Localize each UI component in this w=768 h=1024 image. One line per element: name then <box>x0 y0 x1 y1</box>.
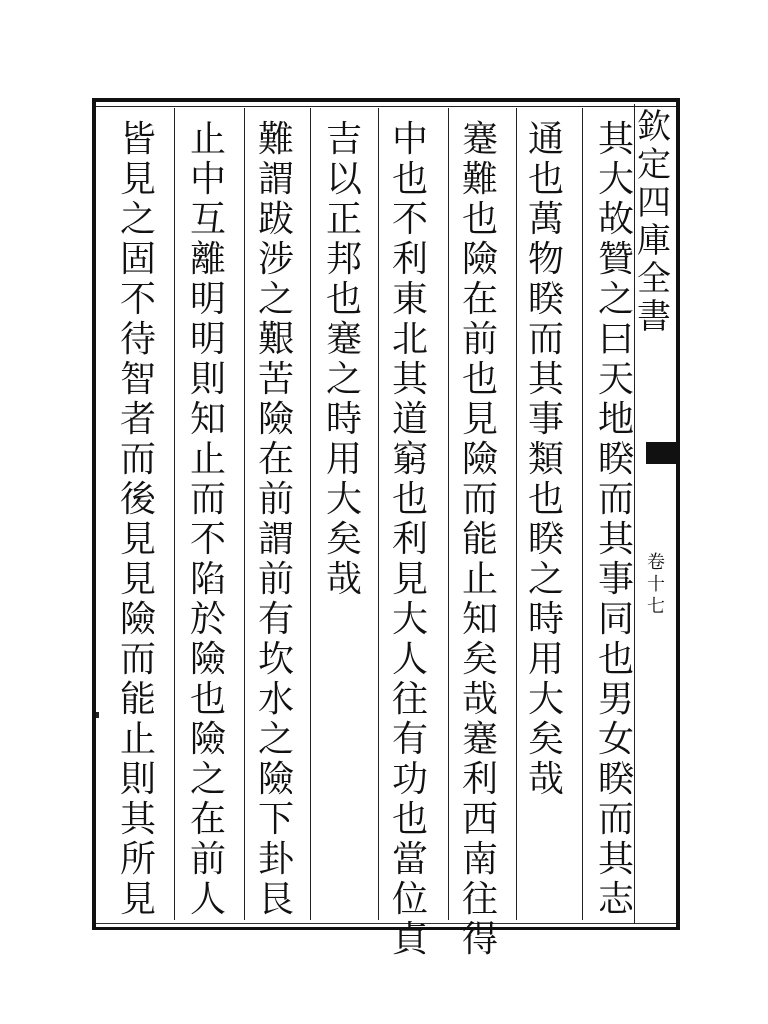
text-char: 當 <box>391 839 428 880</box>
column-divider <box>448 108 449 920</box>
text-char: 涉 <box>257 239 294 280</box>
text-char: 也 <box>391 479 428 520</box>
text-char: 以 <box>325 159 362 200</box>
text-char: 前 <box>257 479 294 520</box>
text-char: 止 <box>119 719 156 760</box>
text-char: 者 <box>119 399 156 440</box>
text-char: 艱 <box>257 319 294 360</box>
text-char: 智 <box>119 359 156 400</box>
text-char: 蹇 <box>461 719 498 760</box>
frame-right-rule <box>676 98 680 930</box>
text-char: 也 <box>461 359 498 400</box>
text-char: 險 <box>461 439 498 480</box>
text-char: 見 <box>119 519 156 560</box>
text-char: 蹇 <box>325 319 362 360</box>
column-divider <box>516 108 517 920</box>
text-char: 哉 <box>461 679 498 720</box>
text-column <box>592 120 640 920</box>
text-char: 險 <box>257 759 294 800</box>
frame-left-rule <box>92 98 96 930</box>
text-char: 曰 <box>597 319 634 360</box>
text-char: 同 <box>597 599 634 640</box>
text-char: 水 <box>257 679 294 720</box>
text-char: 之 <box>257 279 294 320</box>
text-char: 則 <box>189 359 226 400</box>
text-char: 止 <box>189 119 226 160</box>
text-column <box>184 120 232 920</box>
juan-char: 七 <box>647 596 665 617</box>
text-char: 大 <box>527 679 564 720</box>
text-char: 故 <box>597 199 634 240</box>
column-divider <box>378 108 379 920</box>
text-char: 事 <box>527 399 564 440</box>
text-char: 謂 <box>257 159 294 200</box>
text-char: 而 <box>597 479 634 520</box>
text-char: 在 <box>257 439 294 480</box>
text-char: 也 <box>461 199 498 240</box>
text-char: 見 <box>119 559 156 600</box>
column-divider <box>582 108 583 920</box>
text-char: 其 <box>527 359 564 400</box>
text-char: 而 <box>119 439 156 480</box>
text-char: 謂 <box>257 519 294 560</box>
text-char: 道 <box>391 399 428 440</box>
text-char: 睽 <box>527 279 564 320</box>
text-char: 其 <box>119 799 156 840</box>
text-char: 止 <box>461 559 498 600</box>
text-char: 贊 <box>597 239 634 280</box>
text-char: 知 <box>189 399 226 440</box>
text-char: 女 <box>597 719 634 760</box>
juan-char: 十 <box>647 574 665 595</box>
text-char: 之 <box>325 359 362 400</box>
text-char: 人 <box>189 879 226 920</box>
text-char: 其 <box>597 119 634 160</box>
margin-title-char: 庫 <box>637 221 671 261</box>
text-char: 睽 <box>597 759 634 800</box>
text-char: 艮 <box>257 879 294 920</box>
text-char: 明 <box>189 279 226 320</box>
text-char: 通 <box>527 119 564 160</box>
text-char: 北 <box>391 319 428 360</box>
text-char: 之 <box>527 559 564 600</box>
text-char: 皆 <box>119 119 156 160</box>
text-char: 其 <box>597 519 634 560</box>
text-char: 在 <box>189 799 226 840</box>
text-char: 時 <box>527 599 564 640</box>
text-char: 見 <box>119 879 156 920</box>
text-char: 陷 <box>189 559 226 600</box>
text-char: 不 <box>189 519 226 560</box>
text-char: 貞 <box>391 919 428 960</box>
text-char: 之 <box>597 279 634 320</box>
text-char: 苦 <box>257 359 294 400</box>
text-column <box>320 120 368 600</box>
text-char: 也 <box>597 639 634 680</box>
text-char: 險 <box>461 239 498 280</box>
text-char: 險 <box>119 599 156 640</box>
text-char: 於 <box>189 599 226 640</box>
text-char: 人 <box>391 639 428 680</box>
text-char: 吉 <box>325 119 362 160</box>
text-char: 而 <box>461 479 498 520</box>
juan-char: 卷 <box>647 552 665 573</box>
text-char: 大 <box>325 479 362 520</box>
text-char: 天 <box>597 359 634 400</box>
text-char: 也 <box>391 799 428 840</box>
text-char: 見 <box>119 159 156 200</box>
text-char: 事 <box>597 559 634 600</box>
text-char: 地 <box>597 399 634 440</box>
text-char: 睽 <box>597 439 634 480</box>
text-char: 不 <box>391 199 428 240</box>
text-char: 險 <box>189 639 226 680</box>
text-char: 知 <box>461 599 498 640</box>
text-char: 矣 <box>461 639 498 680</box>
text-char: 矣 <box>325 519 362 560</box>
text-char: 也 <box>189 679 226 720</box>
text-char: 前 <box>461 319 498 360</box>
text-char: 則 <box>119 759 156 800</box>
text-column <box>252 120 300 920</box>
fishtail-mark <box>646 442 676 464</box>
text-char: 其 <box>597 839 634 880</box>
text-char: 窮 <box>391 439 428 480</box>
text-char: 用 <box>325 439 362 480</box>
text-char: 利 <box>391 239 428 280</box>
text-char: 有 <box>391 719 428 760</box>
text-char: 也 <box>527 159 564 200</box>
text-char: 難 <box>461 159 498 200</box>
text-char: 正 <box>325 199 362 240</box>
text-char: 利 <box>391 519 428 560</box>
text-char: 邦 <box>325 239 362 280</box>
text-char: 離 <box>189 239 226 280</box>
column-divider <box>244 108 245 920</box>
text-char: 得 <box>461 919 498 960</box>
margin-title-char: 書 <box>637 297 671 337</box>
text-char: 見 <box>391 559 428 600</box>
text-char: 有 <box>257 599 294 640</box>
text-char: 明 <box>189 319 226 360</box>
text-char: 大 <box>597 159 634 200</box>
text-char: 固 <box>119 239 156 280</box>
text-char: 坎 <box>257 639 294 680</box>
text-char: 往 <box>391 679 428 720</box>
text-char: 而 <box>597 799 634 840</box>
text-char: 而 <box>189 479 226 520</box>
text-column <box>522 120 570 800</box>
text-char: 之 <box>189 759 226 800</box>
text-char: 險 <box>189 719 226 760</box>
text-char: 所 <box>119 839 156 880</box>
frame-top-rule <box>92 98 680 102</box>
text-char: 蹇 <box>461 119 498 160</box>
text-char: 南 <box>461 839 498 880</box>
text-char: 不 <box>119 279 156 320</box>
text-char: 見 <box>461 399 498 440</box>
text-char: 能 <box>461 519 498 560</box>
juan-number <box>640 552 672 618</box>
text-char: 互 <box>189 199 226 240</box>
text-char: 大 <box>391 599 428 640</box>
text-char: 睽 <box>527 519 564 560</box>
text-char: 跋 <box>257 199 294 240</box>
margin-title-char: 欽 <box>637 107 671 147</box>
text-char: 往 <box>461 879 498 920</box>
text-char: 矣 <box>527 719 564 760</box>
text-char: 待 <box>119 319 156 360</box>
text-char: 時 <box>325 399 362 440</box>
text-char: 難 <box>257 119 294 160</box>
text-char: 利 <box>461 759 498 800</box>
text-char: 功 <box>391 759 428 800</box>
margin-title-char: 四 <box>637 183 671 223</box>
text-char: 而 <box>527 319 564 360</box>
text-char: 志 <box>597 879 634 920</box>
text-char: 類 <box>527 439 564 480</box>
text-char: 東 <box>391 279 428 320</box>
text-char: 後 <box>119 479 156 520</box>
text-char: 險 <box>257 399 294 440</box>
text-column <box>114 120 162 920</box>
text-char: 萬 <box>527 199 564 240</box>
text-char: 西 <box>461 799 498 840</box>
text-char: 物 <box>527 239 564 280</box>
margin-title-char: 定 <box>637 145 671 185</box>
text-char: 中 <box>189 159 226 200</box>
text-char: 在 <box>461 279 498 320</box>
text-char: 前 <box>189 839 226 880</box>
text-char: 哉 <box>527 759 564 800</box>
ink-speck <box>96 712 99 718</box>
text-char: 哉 <box>325 559 362 600</box>
text-column <box>456 120 504 960</box>
text-char: 用 <box>527 639 564 680</box>
text-char: 男 <box>597 679 634 720</box>
text-char: 能 <box>119 679 156 720</box>
text-char: 前 <box>257 559 294 600</box>
text-char: 也 <box>391 159 428 200</box>
text-char: 中 <box>391 119 428 160</box>
text-char: 也 <box>527 479 564 520</box>
column-divider <box>310 108 311 920</box>
text-char: 卦 <box>257 839 294 880</box>
text-char: 位 <box>391 879 428 920</box>
margin-title-char: 全 <box>637 259 671 299</box>
text-char: 也 <box>325 279 362 320</box>
text-char: 而 <box>119 639 156 680</box>
text-char: 止 <box>189 439 226 480</box>
text-char: 其 <box>391 359 428 400</box>
frame-top-inner-rule <box>92 106 680 107</box>
text-column <box>386 120 434 960</box>
text-char: 之 <box>119 199 156 240</box>
text-char: 之 <box>257 719 294 760</box>
column-divider <box>174 108 175 920</box>
text-char: 下 <box>257 799 294 840</box>
